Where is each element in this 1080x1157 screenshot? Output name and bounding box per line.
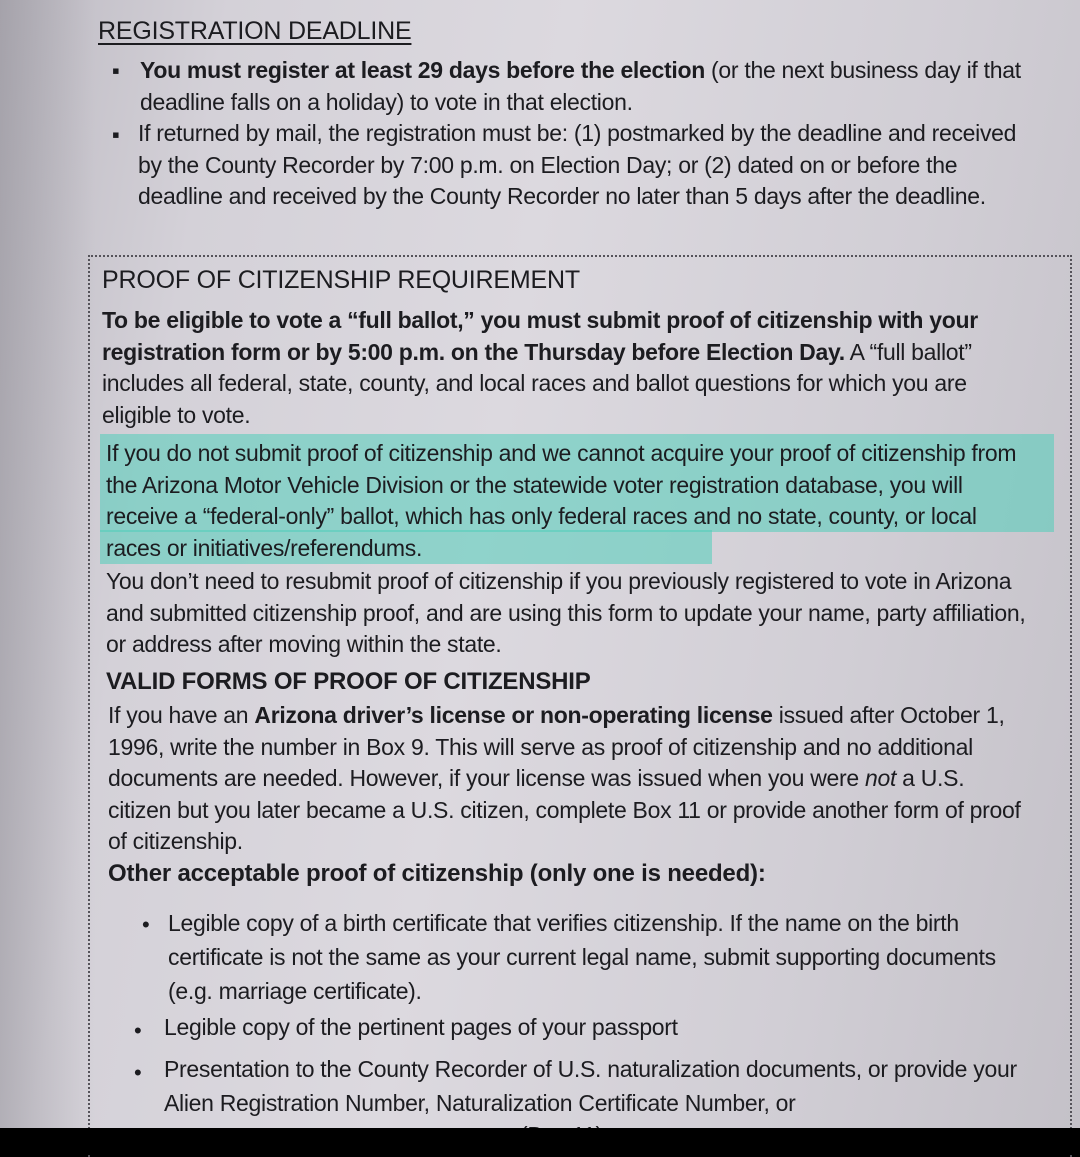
registration-bullet-2: If returned by mail, the registration must be: (1) postmarked by the deadline and received by the County Recorder by 7:00 p.m. on Election Day; or (2) dated on or before the deadline and received by the County Recorder no later than 5 days after the deadline.	[138, 120, 1017, 209]
registration-deadline-heading: REGISTRATION DEADLINE	[98, 17, 412, 45]
valid-forms-text-b: issued after October 1, 1996, write the number in Box 9. This will serve as proof of citizenship and no additional documents are needed. However, if your license was issued when you were	[108, 702, 1005, 791]
valid-forms-paragraph	[108, 700, 1028, 858]
bullet-dot: •	[142, 912, 150, 937]
proof-item-naturalization: Presentation to the County Recorder of U.S. naturalization documents, or provide your Alien Registration Number, Naturalization Certificate Number, or	[164, 1056, 1017, 1116]
citizenship-heading: PROOF OF CITIZENSHIP REQUIREMENT	[102, 266, 580, 294]
bullet-dot: •	[134, 1018, 142, 1043]
citizenship-paragraph-1-rest: A “full ballot” includes all federal, state, county, and local races and ballot questions for which you are eligible to vote.	[102, 338, 972, 428]
registration-bullet-1-bold: You must register at least 29 days before the election	[140, 57, 705, 83]
other-proof-heading: Other acceptable proof of citizenship (only one is needed):	[108, 860, 766, 887]
license-type-bold: Arizona driver’s license or non-operating license	[254, 702, 773, 728]
registration-bullet-1-rest: (or the next business day if that deadline falls on a holiday) to vote in that election.	[140, 57, 1021, 115]
screen-bottom-bar	[0, 1128, 1080, 1153]
page-shadow	[0, 0, 95, 1128]
valid-forms-heading: VALID FORMS OF PROOF OF CITIZENSHIP	[106, 668, 591, 695]
not-emphasis: not	[865, 765, 897, 791]
registration-bullet-1	[140, 55, 1030, 118]
valid-forms-text-c: a U.S. citizen but you later became a U.S. citizen, complete Box 11 or provide another form of proof of citizenship.	[108, 765, 1021, 854]
bullet-dot: ▪	[112, 58, 120, 83]
citizenship-paragraph-1	[102, 305, 1032, 431]
proof-item-passport: Legible copy of the pertinent pages of your passport	[164, 1014, 678, 1040]
bullet-dot: •	[134, 1060, 142, 1085]
citizenship-paragraph-3: You don’t need to resubmit proof of citizenship if you previously registered to vote in Arizona and submitted citizenship proof, and are using this form to update your name, party affiliation, or address after moving within the state.	[106, 568, 1026, 657]
proof-item-birth-certificate: Legible copy of a birth certificate that verifies citizenship. If the name on the birth certificate is not the same as your current legal name, submit supporting documents (e.g. marriage certificate).	[168, 910, 996, 1004]
bullet-dot: ▪	[112, 122, 120, 147]
citizenship-paragraph-1-bold: To be eligible to vote a “full ballot,” you must submit proof of citizenship with your registration form or by 5:00 p.m. on the Thursday before Election Day.	[102, 307, 978, 365]
valid-forms-text-a: If you have an	[108, 702, 255, 728]
federal-only-paragraph: If you do not submit proof of citizenship and we cannot acquire your proof of citizenship from the Arizona Motor Vehicle Division or the statewide voter registration database, you will receive a “federal-only” ballot, which has only federal races and no state, county, or local races or initiatives/referendums.	[106, 440, 1017, 561]
